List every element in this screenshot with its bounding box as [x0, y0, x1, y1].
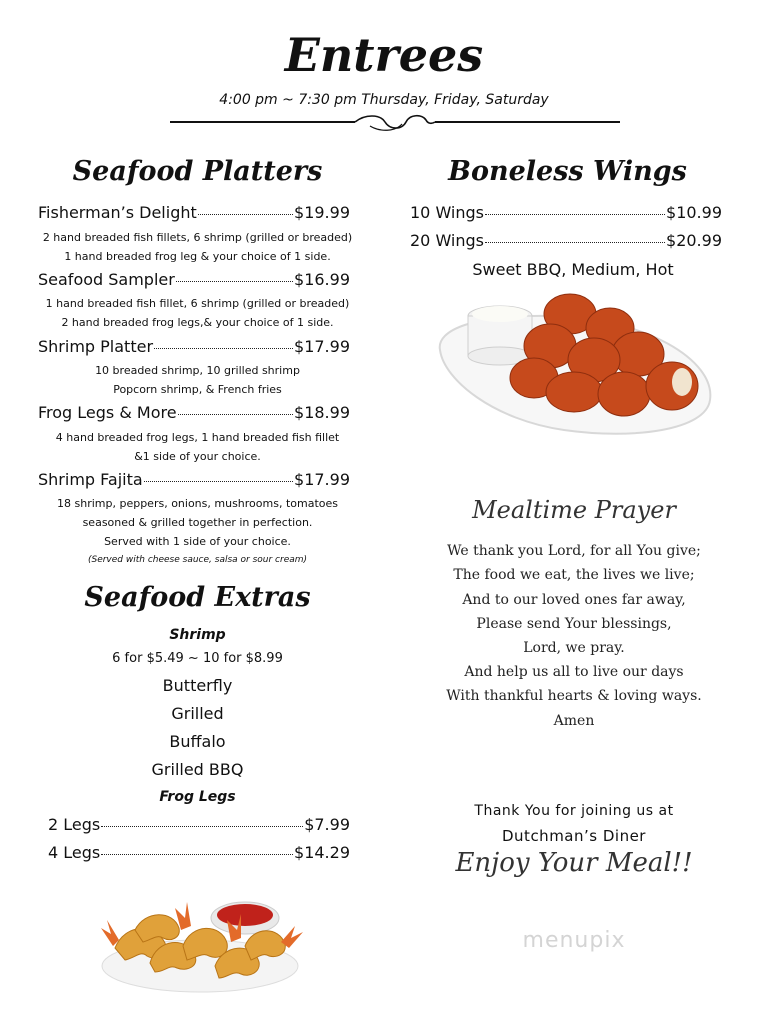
shrimp-prices: 6 for $5.49 ~ 10 for $8.99	[112, 651, 283, 666]
description-line: 1 hand breaded fish fillet, 6 shrimp (grilled or breaded)	[45, 297, 350, 310]
item-name: 20 Wings	[410, 231, 484, 250]
item-price: $17.99	[294, 470, 350, 489]
menu-item	[410, 231, 722, 250]
service-hours: 4:00 pm ~ 7:30 pm Thursday, Friday, Saturday	[219, 92, 549, 108]
item-description	[30, 294, 365, 332]
item-name: 2 Legs	[48, 815, 101, 834]
boneless-wings-photo	[434, 290, 716, 440]
description-line: 10 breaded shrimp, 10 grilled shrimp	[95, 364, 300, 377]
wing-flavors: Sweet BBQ, Medium, Hot	[472, 260, 674, 279]
item-price: $7.99	[304, 815, 350, 834]
item-name: Shrimp Platter	[38, 337, 154, 356]
item-price: $14.29	[294, 843, 350, 862]
menu-item	[38, 470, 350, 489]
item-name: Frog Legs & More	[38, 403, 177, 422]
seafood-platters-heading: Seafood Platters	[72, 156, 323, 187]
prayer-line: And to our loved ones far away,	[462, 592, 686, 608]
description-line: 2 hand breaded frog legs,& your choice of 1 side.	[61, 316, 334, 329]
description-line: 18 shrimp, peppers, onions, mushrooms, tomatoes	[57, 497, 338, 510]
prayer-heading: Mealtime Prayer	[472, 496, 676, 524]
shrimp-style: Buffalo	[169, 732, 226, 751]
page-title: Entrees	[284, 28, 484, 82]
shrimp-style: Grilled	[171, 704, 224, 723]
prayer-line: We thank you Lord, for all You give;	[447, 543, 701, 559]
item-price: $10.99	[666, 203, 722, 222]
frog-legs-subheading: Frog Legs	[159, 789, 236, 805]
prayer-line: And help us all to live our days	[464, 664, 684, 680]
item-name: Shrimp Fajita	[38, 470, 143, 489]
menu-item	[38, 203, 350, 222]
shrimp-subheading: Shrimp	[169, 627, 226, 643]
boneless-wings-heading: Boneless Wings	[448, 156, 687, 187]
watermark: menupix	[522, 928, 626, 953]
menu-item	[38, 403, 350, 422]
description-line: &1 side of your choice.	[134, 450, 261, 463]
menu-item	[38, 270, 350, 289]
prayer-line: Please send Your blessings,	[476, 616, 672, 632]
item-description	[30, 228, 365, 266]
description-line: 4 hand breaded frog legs, 1 hand breaded fish fillet	[55, 431, 340, 444]
menu-item	[48, 815, 350, 834]
item-description	[30, 428, 365, 466]
prayer-line: With thankful hearts & loving ways.	[446, 688, 702, 704]
menu-item	[410, 203, 722, 222]
thank-you-line: Thank You for joining us at	[474, 803, 674, 819]
item-description	[30, 361, 365, 399]
enjoy-your-meal: Enjoy Your Meal!!	[455, 848, 693, 878]
prayer-line: Amen	[553, 713, 595, 729]
item-price: $18.99	[294, 403, 350, 422]
description-line: Served with 1 side of your choice.	[104, 535, 291, 548]
item-price: $16.99	[294, 270, 350, 289]
fried-shrimp-photo	[95, 868, 305, 998]
ornamental-divider	[170, 110, 620, 134]
item-note: (Served with cheese sauce, salsa or sour cream)	[87, 555, 308, 565]
item-name: Seafood Sampler	[38, 270, 175, 289]
menu-item	[38, 337, 350, 356]
menu-item	[48, 843, 350, 862]
item-name: 10 Wings	[410, 203, 484, 222]
shrimp-style: Butterfly	[162, 676, 233, 695]
item-name: 4 Legs	[48, 843, 101, 862]
item-price: $19.99	[294, 203, 350, 222]
diner-name: Dutchman’s Diner	[502, 827, 646, 845]
description-line: seasoned & grilled together in perfection.	[82, 516, 313, 529]
prayer-line: The food we eat, the lives we live;	[453, 567, 695, 583]
description-line: 2 hand breaded fish fillets, 6 shrimp (grilled or breaded)	[42, 231, 353, 244]
item-name: Fisherman’s Delight	[38, 203, 197, 222]
description-line: 1 hand breaded frog leg & your choice of 1 side.	[64, 250, 331, 263]
item-price: $17.99	[294, 337, 350, 356]
item-description	[30, 494, 365, 570]
prayer-line: Lord, we pray.	[523, 640, 625, 656]
item-price: $20.99	[666, 231, 722, 250]
shrimp-style: Grilled BBQ	[151, 760, 244, 779]
description-line: Popcorn shrimp, & French fries	[113, 383, 282, 396]
seafood-extras-heading: Seafood Extras	[84, 582, 311, 613]
